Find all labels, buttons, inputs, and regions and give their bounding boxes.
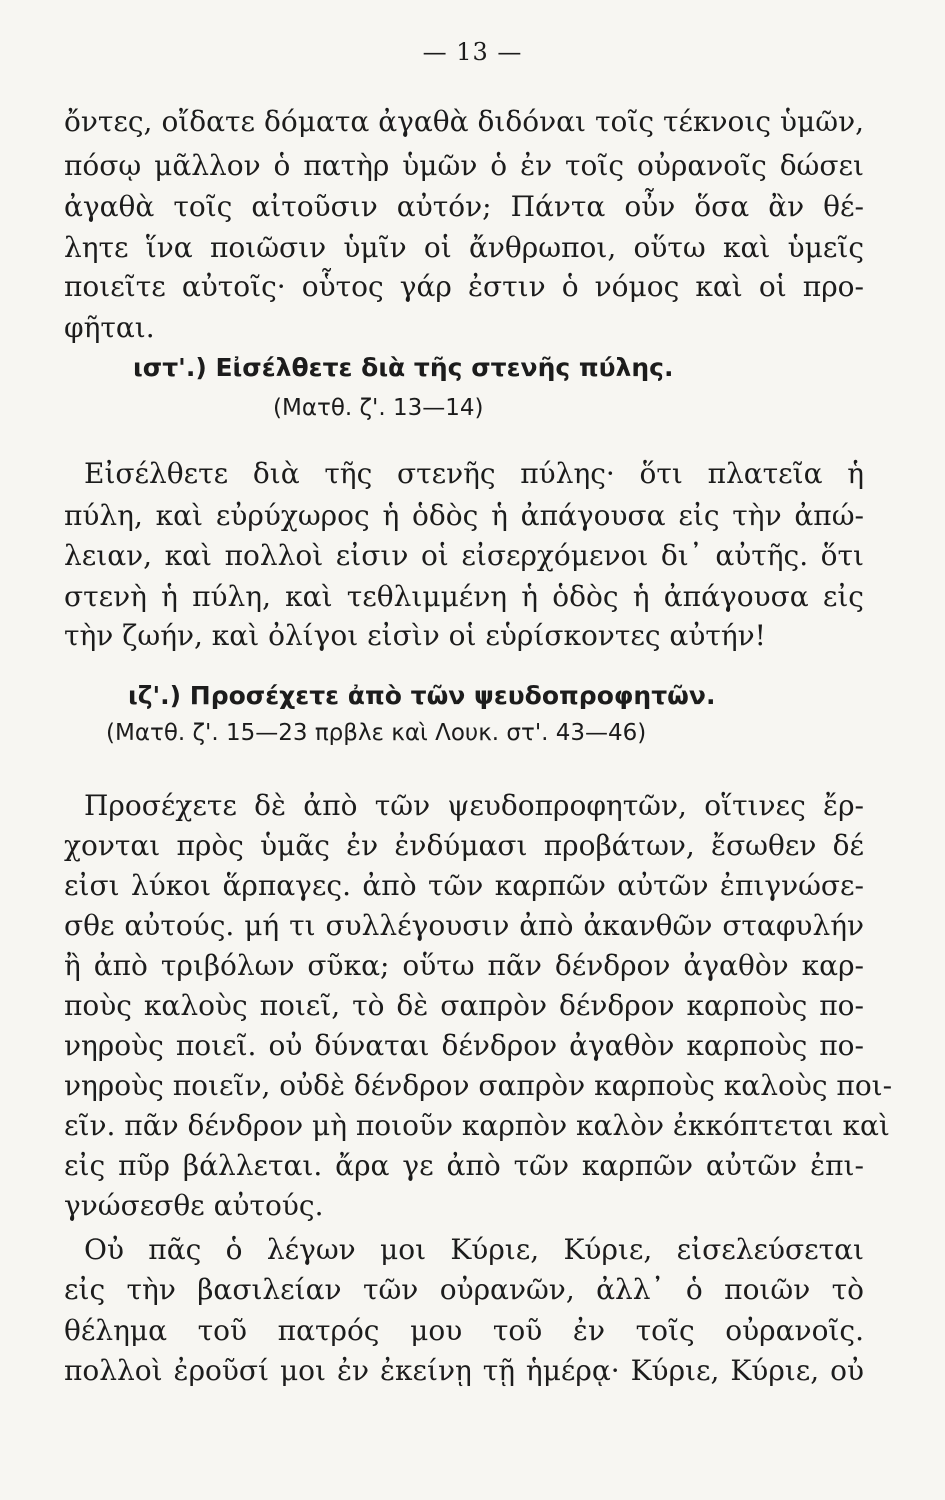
text-line: ὄντες, οἴδατε δόματα ἀγαθὰ διδόναι τοῖς τέκνοις ὑμῶν, bbox=[64, 105, 864, 138]
text-line: λητε ἵνα ποιῶσιν ὑμῖν οἱ ἄνθρωποι, οὕτω καὶ ὑμεῖς bbox=[64, 231, 864, 264]
text-line: εῖν. πᾶν δένδρον μὴ ποιοῦν καρπὸν καλὸν ἐκκόπτεται καὶ bbox=[64, 1109, 890, 1142]
text-line: ποιεῖτε αὐτοῖς· οὗτος γάρ ἐστιν ὁ νόμος καὶ οἱ προ- bbox=[64, 270, 864, 303]
text-line: ἢ ἀπὸ τριβόλων σῦκα; οὕτω πᾶν δένδρον ἀγαθὸν καρ- bbox=[64, 949, 864, 982]
text-line: λειαν, καὶ πολλοὶ εἰσιν οἱ εἰσερχόμενοι δι᾿ αὐτῆς. ὅτι bbox=[64, 539, 864, 572]
page-number: — 13 — bbox=[422, 38, 523, 66]
text-line: ποὺς καλοὺς ποιεῖ, τὸ δὲ σαπρὸν δένδρον καρποὺς πο- bbox=[64, 989, 864, 1022]
text-line: θέλημα τοῦ πατρός μου τοῦ ἐν τοῖς οὐρανοῖς. bbox=[64, 1314, 864, 1347]
text-line: εἰς πῦρ βάλλεται. ἄρα γε ἀπὸ τῶν καρπῶν αὐτῶν ἐπι- bbox=[64, 1149, 864, 1182]
text-line: πόσῳ μᾶλλον ὁ πατὴρ ὑμῶν ὁ ἐν τοῖς οὐρανοῖς δώσει bbox=[64, 149, 864, 182]
section-reference: (Ματθ. ζ'. 15—23 πρβλε καὶ Λουκ. στ'. 43—46) bbox=[106, 720, 647, 746]
text-line: νηροὺς ποιεῖν, οὐδὲ δένδρον σαπρὸν καρποὺς καλοὺς ποι- bbox=[64, 1069, 893, 1102]
text-line: Εἰσέλθετε διὰ τῆς στενῆς πύλης· ὅτι πλατεῖα ἡ bbox=[84, 457, 864, 490]
text-line: πύλη, καὶ εὐρύχωρος ἡ ὁδὸς ἡ ἀπάγουσα εἰς τὴν ἀπώ- bbox=[64, 499, 864, 532]
text-line: Οὐ πᾶς ὁ λέγων μοι Κύριε, Κύριε, εἰσελεύσεται bbox=[84, 1233, 864, 1266]
section-heading: ιζ'.) Προσέχετε ἀπὸ τῶν ψευδοπροφητῶν. bbox=[128, 681, 716, 710]
text-line: χονται πρὸς ὑμᾶς ἐν ἐνδύμασι προβάτων, ἔσωθεν δέ bbox=[64, 829, 864, 862]
text-line: εἰς τὴν βασιλείαν τῶν οὐρανῶν, ἀλλ᾿ ὁ ποιῶν τὸ bbox=[64, 1273, 864, 1306]
text-line: φῆται. bbox=[64, 311, 155, 344]
text-line: νηροὺς ποιεῖ. οὐ δύναται δένδρον ἀγαθὸν καρποὺς πο- bbox=[64, 1029, 864, 1062]
text-line: στενὴ ἡ πύλη, καὶ τεθλιμμένη ἡ ὁδὸς ἡ ἀπάγουσα εἰς bbox=[64, 580, 864, 613]
text-line: Προσέχετε δὲ ἀπὸ τῶν ψευδοπροφητῶν, οἵτινες ἔρ- bbox=[84, 789, 864, 822]
text-line: πολλοὶ ἐροῦσί μοι ἐν ἐκείνῃ τῇ ἡμέρᾳ· Κύριε, Κύριε, οὐ bbox=[64, 1354, 864, 1387]
section-reference: (Ματθ. ζ'. 13—14) bbox=[273, 395, 484, 421]
text-line: γνώσεσθε αὐτούς. bbox=[64, 1189, 324, 1222]
section-heading: ιστ'.) Εἰσέλθετε διὰ τῆς στενῆς πύλης. bbox=[133, 353, 674, 382]
text-line: ἀγαθὰ τοῖς αἰτοῦσιν αὐτόν; Πάντα οὖν ὅσα ἂν θέ- bbox=[64, 190, 864, 223]
text-line: σθε αὐτούς. μή τι συλλέγουσιν ἀπὸ ἀκανθῶν σταφυλήν bbox=[64, 909, 864, 942]
text-line: τὴν ζωήν, καὶ ὀλίγοι εἰσὶν οἱ εὑρίσκοντες αὐτήν! bbox=[64, 619, 766, 652]
text-line: εἰσι λύκοι ἅρπαγες. ἀπὸ τῶν καρπῶν αὐτῶν ἐπιγνώσε- bbox=[64, 869, 864, 902]
